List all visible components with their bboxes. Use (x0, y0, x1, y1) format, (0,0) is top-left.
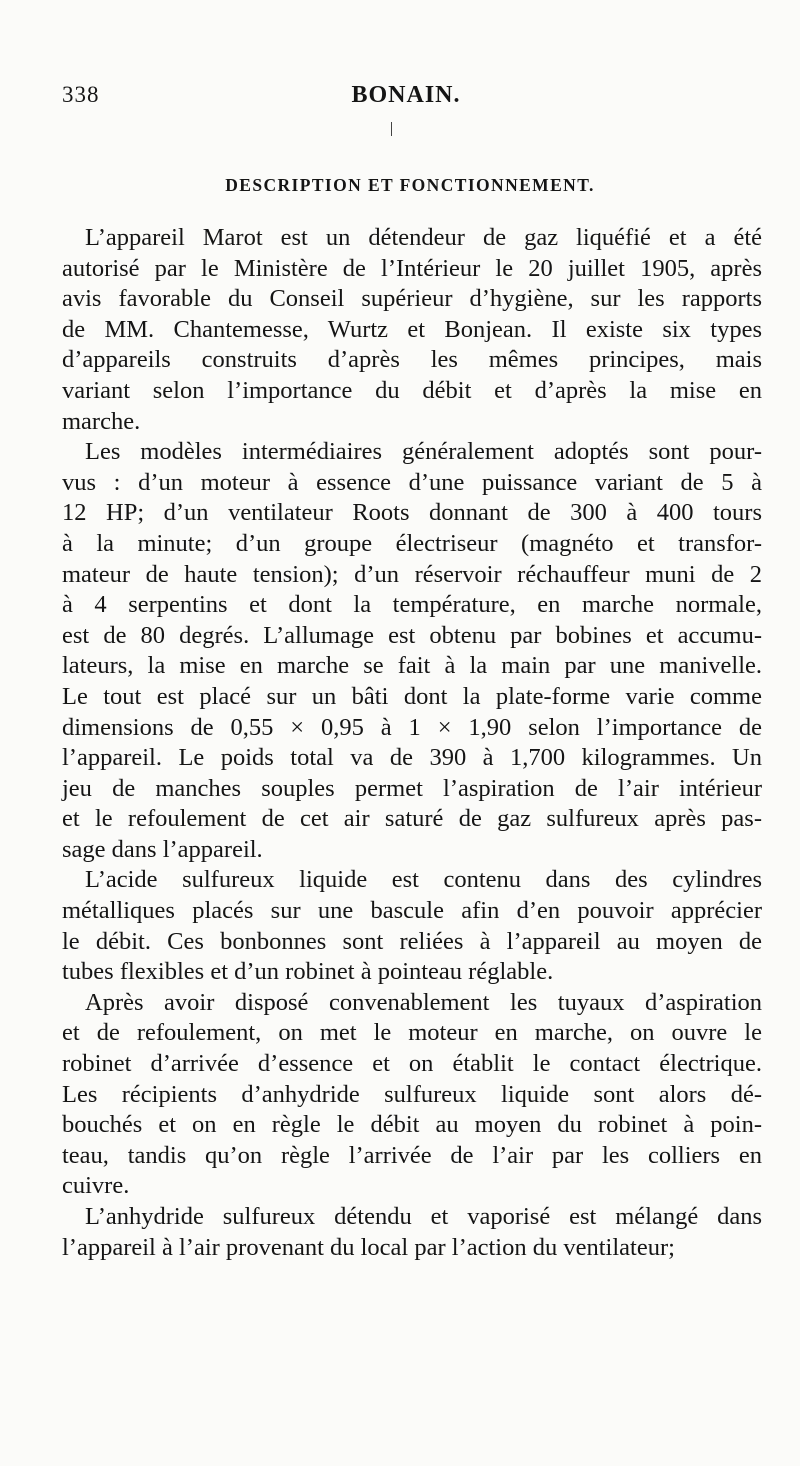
text-line: avis favorable du Conseil supérieur d’hygiène, sur les rapports (62, 285, 762, 313)
text-line: L’acide sulfureux liquide est contenu dans des cylindres (85, 866, 762, 894)
text-line: Le tout est placé sur un bâti dont la plate-forme varie comme (62, 682, 762, 710)
text-line: l’appareil. Le poids total va de 390 à 1,700 kilogrammes. Un (62, 744, 762, 772)
text-line: et de refoulement, on met le moteur en marche, on ouvre le (62, 1019, 762, 1047)
body-text (62, 223, 762, 1263)
text-line: cuivre. (62, 1172, 130, 1200)
text-line: de MM. Chantemesse, Wurtz et Bonjean. Il existe six types (62, 315, 762, 343)
text-line: Les modèles intermédiaires généralement adoptés sont pour- (85, 438, 762, 466)
text-line: 12 HP; d’un ventilateur Roots donnant de 300 à 400 tours (62, 499, 762, 527)
text-line: mateur de haute tension); d’un réservoir réchauffeur muni de 2 (62, 560, 762, 588)
paragraph (62, 437, 762, 865)
text-line: robinet d’arrivée d’essence et on établit le contact électrique. (62, 1050, 762, 1078)
text-line: vus : d’un moteur à essence d’une puissance variant de 5 à (62, 468, 762, 496)
text-line: L’anhydride sulfureux détendu et vaporisé est mélangé dans (85, 1203, 762, 1230)
text-line: jeu de manches souples permet l’aspiration de l’air intérieur (62, 774, 762, 802)
text-line: l’appareil à l’air provenant du local par l’action du ventilateur; (62, 1233, 675, 1261)
paragraph (62, 1202, 762, 1263)
paragraph (62, 223, 762, 437)
paragraph (62, 865, 762, 987)
text-line: marche. (62, 407, 141, 435)
text-line: d’appareils construits d’après les mêmes principes, mais (62, 346, 762, 374)
print-mark (391, 122, 392, 136)
text-line: le débit. Ces bonbonnes sont reliées à l’appareil au moyen de (62, 927, 762, 955)
text-line: teau, tandis qu’on règle l’arrivée de l’air par les colliers en (62, 1141, 762, 1169)
text-line: tubes flexibles et d’un robinet à pointeau réglable. (62, 958, 554, 986)
page-number: 338 (62, 82, 100, 107)
text-line: L’appareil Marot est un détendeur de gaz liquéfié et a été (85, 224, 762, 251)
section-title: DESCRIPTION ET FONCTIONNEMENT. (225, 175, 595, 195)
paragraph (62, 988, 762, 1202)
text-line: dimensions de 0,55 × 0,95 à 1 × 1,90 selon l’importance de (62, 713, 762, 741)
page-header (62, 82, 750, 112)
text-line: lateurs, la mise en marche se fait à la main par une manivelle. (62, 652, 762, 680)
text-line: sage dans l’appareil. (62, 835, 263, 863)
text-line: Les récipients d’anhydride sulfureux liquide sont alors dé- (62, 1080, 762, 1108)
text-line: Après avoir disposé convenablement les tuyaux d’aspiration (85, 988, 762, 1016)
running-head: BONAIN. (351, 82, 461, 108)
text-line: à 4 serpentins et dont la température, en marche normale, (62, 591, 762, 619)
text-line: bouchés et on en règle le débit au moyen du robinet à poin- (62, 1111, 762, 1139)
text-line: est de 80 degrés. L’allumage est obtenu par bobines et accumu- (62, 621, 762, 649)
text-line: variant selon l’importance du débit et d’après la mise en (62, 376, 762, 404)
text-line: à la minute; d’un groupe électriseur (magnéto et transfor- (62, 529, 762, 557)
text-line: et le refoulement de cet air saturé de gaz sulfureux après pas- (62, 805, 762, 833)
text-line: métalliques placés sur une bascule afin d’en pouvoir apprécier (62, 897, 762, 925)
text-line: autorisé par le Ministère de l’Intérieur le 20 juillet 1905, après (62, 254, 762, 282)
